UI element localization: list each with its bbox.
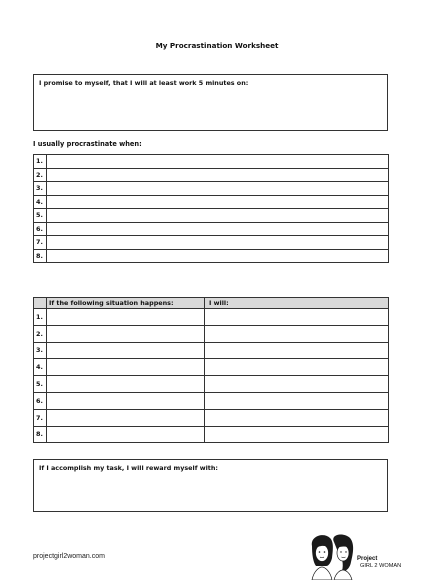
table-row: [34, 325, 389, 342]
procrastinate-entry-field[interactable]: [47, 155, 389, 169]
worksheet-title: My Procrastination Worksheet: [155, 41, 279, 50]
row-number: 5.: [34, 376, 47, 393]
situation-entry-field[interactable]: [47, 376, 205, 393]
table-row: [34, 236, 389, 250]
row-number: 4.: [34, 195, 47, 209]
situation-entry-field[interactable]: [47, 359, 205, 376]
promise-box[interactable]: [33, 74, 388, 131]
procrastinate-entry-field[interactable]: [47, 236, 389, 250]
situation-entry-field[interactable]: [47, 392, 205, 409]
table-row: [34, 376, 389, 393]
table-row: [34, 359, 389, 376]
situation-entry-field[interactable]: [47, 342, 205, 359]
promise-label: I promise to myself, that I will at least work 5 minutes on:: [39, 79, 249, 87]
table-row: [34, 222, 389, 236]
table-row: [34, 309, 389, 326]
row-number: 7.: [34, 409, 47, 426]
table-row: [34, 195, 389, 209]
situation-entry-field[interactable]: [47, 426, 205, 443]
logo-text-girl2woman: GIRL 2 WOMAN: [360, 563, 402, 569]
procrastinate-label: I usually procrastinate when:: [33, 140, 142, 148]
table-row: [34, 342, 389, 359]
procrastinate-table: [33, 154, 389, 263]
will-entry-field[interactable]: [205, 409, 389, 426]
will-entry-field[interactable]: [205, 392, 389, 409]
reward-box[interactable]: [33, 459, 388, 512]
row-number: 2.: [34, 168, 47, 182]
table-row: [34, 249, 389, 263]
situation-table: [33, 297, 389, 443]
reward-label: If I accomplish my task, I will reward myself with:: [39, 464, 218, 472]
procrastinate-entry-field[interactable]: [47, 168, 389, 182]
project-girl2woman-logo: [306, 532, 418, 580]
table-row: [34, 182, 389, 196]
row-number: 4.: [34, 359, 47, 376]
will-column-header: I will:: [205, 298, 389, 309]
table-row: [34, 209, 389, 223]
row-number: 6.: [34, 392, 47, 409]
row-number: 3.: [34, 182, 47, 196]
row-number: 8.: [34, 249, 47, 263]
will-entry-field[interactable]: [205, 359, 389, 376]
row-number: 6.: [34, 222, 47, 236]
procrastinate-entry-field[interactable]: [47, 249, 389, 263]
situation-entry-field[interactable]: [47, 409, 205, 426]
situation-entry-field[interactable]: [47, 325, 205, 342]
will-entry-field[interactable]: [205, 309, 389, 326]
will-entry-field[interactable]: [205, 426, 389, 443]
procrastinate-entry-field[interactable]: [47, 209, 389, 223]
table-row: [34, 155, 389, 169]
will-entry-field[interactable]: [205, 376, 389, 393]
row-number: 8.: [34, 426, 47, 443]
footer-url: projectgirl2woman.com: [33, 553, 105, 560]
table-row: [34, 168, 389, 182]
table-header-row: [34, 298, 389, 309]
table-row: [34, 392, 389, 409]
row-number: 1.: [34, 309, 47, 326]
logo-text-project: Project: [357, 556, 378, 562]
procrastinate-entry-field[interactable]: [47, 182, 389, 196]
table-row: [34, 409, 389, 426]
row-number: 1.: [34, 155, 47, 169]
procrastinate-entry-field[interactable]: [47, 195, 389, 209]
header-spacer: [34, 298, 47, 309]
row-number: 2.: [34, 325, 47, 342]
row-number: 3.: [34, 342, 47, 359]
row-number: 7.: [34, 236, 47, 250]
procrastinate-entry-field[interactable]: [47, 222, 389, 236]
will-entry-field[interactable]: [205, 342, 389, 359]
situation-entry-field[interactable]: [47, 309, 205, 326]
will-entry-field[interactable]: [205, 325, 389, 342]
table-row: [34, 426, 389, 443]
situation-column-header: If the following situation happens:: [47, 298, 205, 309]
row-number: 5.: [34, 209, 47, 223]
